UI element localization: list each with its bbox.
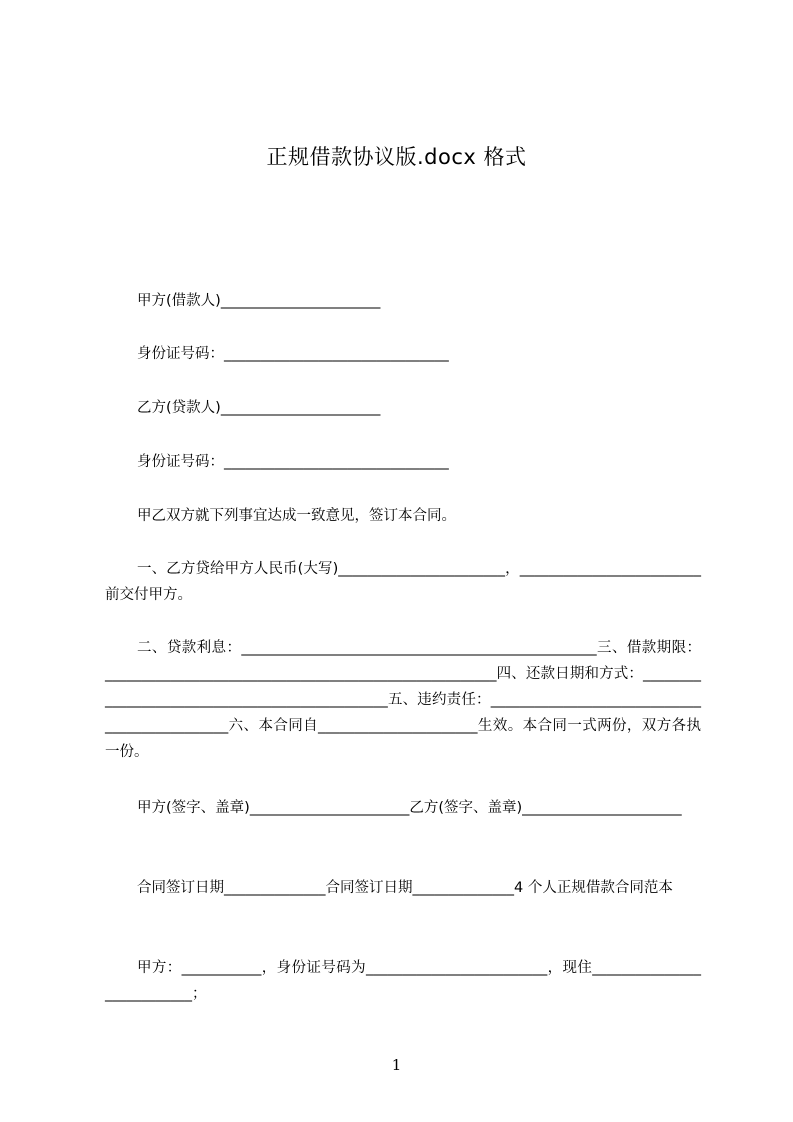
party-a-borrower-line: 甲方(借款人)______________________ xyxy=(137,293,381,309)
page-number: 1 xyxy=(391,1056,402,1074)
signature-line: 甲方(签字、盖章)______________________乙方(签字、盖章)______________________ xyxy=(137,800,682,816)
party-b-lender-line: 乙方(贷款人)______________________ xyxy=(137,400,381,416)
party-a-details-line: 甲方：___________，身份证号码为_________________________，现住___________________________； xyxy=(105,960,701,1002)
agreement-intro: 甲乙双方就下列事宜达成一致意见，签订本合同。 xyxy=(137,508,456,524)
party-b-id-line: 身份证号码：_______________________________ xyxy=(137,454,449,470)
signing-date-line: 合同签订日期______________合同签订日期______________4 个人正规借款合同范本 xyxy=(137,880,673,896)
clause-loan-amount: 一、乙方贷给甲方人民币(大写)_______________________，_________________________前交付甲方。 xyxy=(105,561,701,603)
clauses-interest-term-repayment: 二、贷款利息：_________________________________________________三、借款期限：______________________________________________________四、还款日期和方式：_______________________________________________五、违约责任：______________________________________________六、本合同自______________________生效。本合同一式两份，双方各执一份。 xyxy=(105,640,701,760)
document-title: 正规借款协议版.docx 格式 xyxy=(266,145,527,169)
party-a-id-line: 身份证号码：_______________________________ xyxy=(137,346,449,362)
